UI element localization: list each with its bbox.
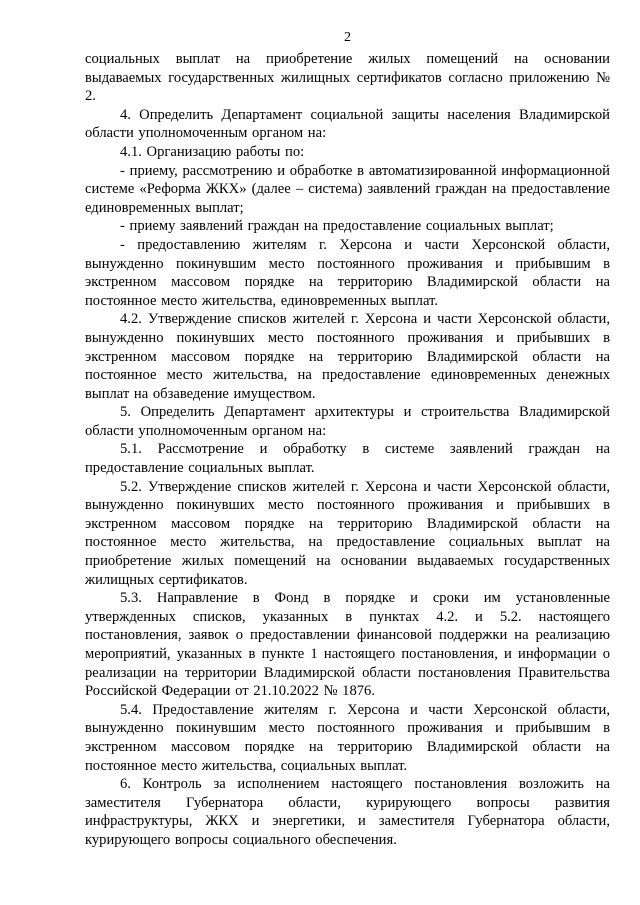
paragraph: 6. Контроль за исполнением настоящего постановления возложить на заместителя Губернатора области, курирующего вопросы развития инфраструктуры, ЖКХ и энергетики, и заместителя Губернатора области, курирующего вопросы социального обеспечения. (85, 776, 610, 848)
paragraph: 5.4. Предоставление жителям г. Херсона и части Херсонской области, вынужденно покинувшим место постоянного проживания и прибывшим в экстренном массовом порядке на территорию Владимирской области на постоянное место жительства, социальных выплат. (85, 701, 610, 774)
paragraph: 5.1. Рассмотрение и обработку в системе заявлений граждан на предоставление социальных выплат. (85, 441, 610, 477)
paragraph: 4.2. Утверждение списков жителей г. Херсона и части Херсонской области, вынужденно покинувших место постоянного проживания и прибывших в экстренном массовом порядке на территорию Владимирской области на постоянное место жительства, на предоставление единовременных денежных выплат на обзаведение имуществом. (85, 311, 610, 402)
paragraph: 4. Определить Департамент социальной защиты населения Владимирской области уполномоченным органом на: (85, 106, 610, 142)
paragraph: - предоставлению жителям г. Херсона и части Херсонской области, вынужденно покинувшим место постоянного проживания и прибывшим в экстренном массовом порядке на территорию Владимирской области на постоянное место жительства, единовременных выплат. (85, 236, 610, 309)
paragraph: - приему, рассмотрению и обработке в автоматизированной информационной системе «Реформа ЖКХ» (далее – система) заявлений граждан на предоставление единовременных выплат; (85, 162, 610, 216)
paragraph: социальных выплат на приобретение жилых помещений на основании выдаваемых государственных жилищных сертификатов согласно приложению № 2. (85, 51, 610, 105)
page-number: 2 (344, 30, 351, 45)
paragraph: - приему заявлений граждан на предоставление социальных выплат; (120, 218, 554, 235)
paragraph: 4.1. Организацию работы по: (120, 143, 305, 160)
paragraph: 5.3. Направление в Фонд в порядке и сроки им установленные утвержденных списков, указанных в пунктах 4.2. и 5.2. настоящего постановления, заявок о предоставлении финансовой поддержки на реализацию мероприятий, указанных в пункте 1 настоящего постановления, и информации о реализации на территории Владимирской области постановления Правительства Российской Федерации от 21.10.2022 № 1876. (85, 590, 610, 700)
document-body (85, 50, 610, 850)
paragraph: 5. Определить Департамент архитектуры и строительства Владимирской области уполномоченным органом на: (85, 404, 610, 439)
paragraph: 5.2. Утверждение списков жителей г. Херсона и части Херсонской области, вынужденно покинувших место постоянного проживания и прибывших в экстренном массовом порядке на территорию Владимирской области на постоянное место жительства, на предоставление социальных выплат на приобретение жилых помещений на основании выдаваемых государственных жилищных сертификатов. (85, 478, 610, 588)
